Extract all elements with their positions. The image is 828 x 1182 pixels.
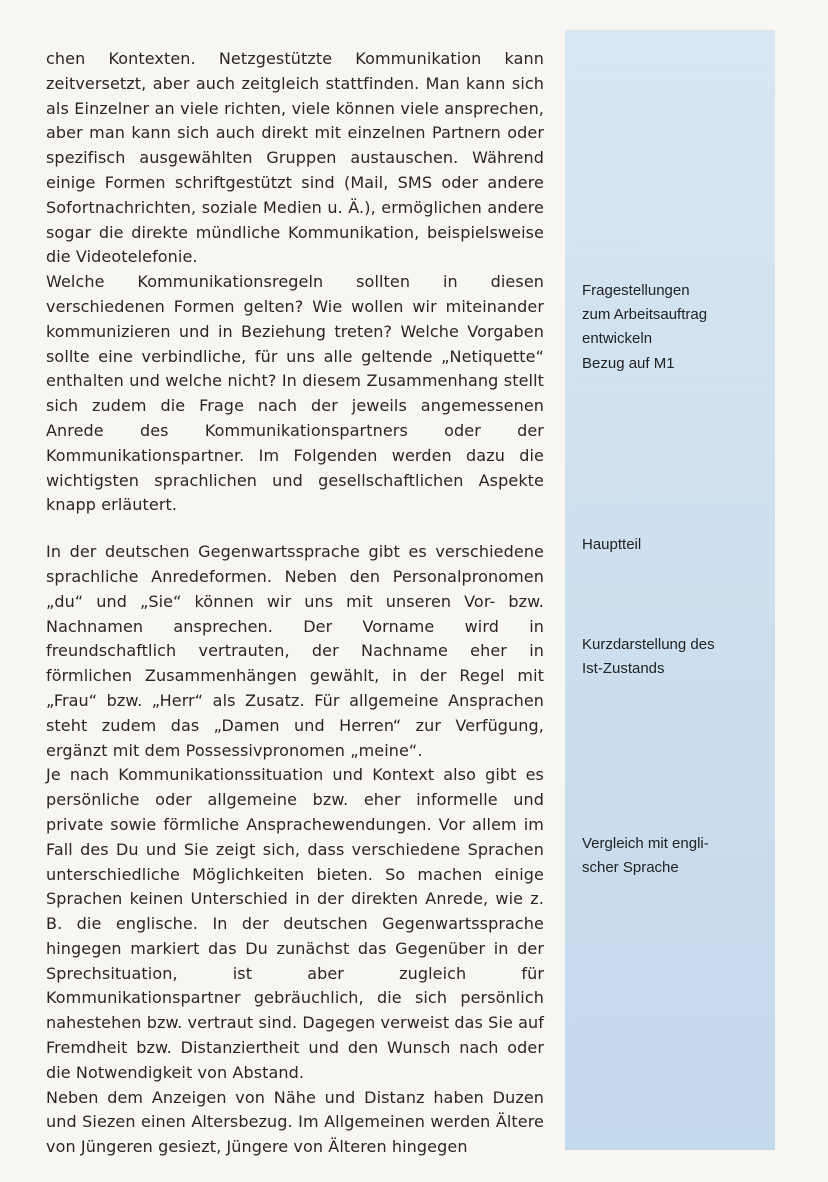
show-through-line bbox=[575, 68, 765, 94]
show-through-line bbox=[575, 248, 765, 274]
show-through-line bbox=[575, 223, 765, 249]
margin-note-line: Ist-Zustands bbox=[582, 660, 665, 678]
show-through-line bbox=[575, 893, 765, 919]
show-through-line bbox=[575, 481, 765, 507]
show-through-line bbox=[575, 790, 765, 816]
show-through-line bbox=[575, 687, 765, 713]
margin-note-line: entwickeln bbox=[582, 330, 653, 348]
margin-note-line: Fragestellungen bbox=[582, 282, 690, 299]
show-through-line bbox=[575, 739, 765, 765]
show-through-line bbox=[575, 919, 765, 945]
show-through-line bbox=[575, 1048, 765, 1074]
margin-note-line: Bezug auf M1 bbox=[582, 354, 675, 372]
paragraph-kommunikationssituation: Je nach Kommunikationssituation und Kontext also gibt es persönliche oder allgemeine bzw. eher informelle und private sowie förmliche Ansprachewendungen. Vor allem im Fall des Du und Sie zeigt sich, dass verschiedene Sprachen unterschiedliche Möglichkeiten bieten. So machen einige Sprachen keinen Unterschied in der direkten Anrede, wie z. B. die englische. In der deutschen Gegenwartssprache hingegen markiert das Du zunächst das Gegenüber in der Sprechsituation, ist aber zugleich für Kommunikationspartner gebräuchlich, die sich persönlich nahestehen bzw. vertraut sind. Dagegen verweist das Sie auf Fremdheit bzw. Distanziertheit und den Wunsch nach oder die Notwendigkeit von Abstand. bbox=[46, 765, 544, 1082]
show-through-line bbox=[575, 1074, 765, 1100]
paragraph-altersbezug: Neben dem Anzeigen von Nähe und Distanz haben Duzen und Siezen einen Altersbezug. Im Allgemeinen werden Ältere von Jüngeren gesiezt, Jüngere von Älteren hingegen bbox=[46, 1087, 544, 1157]
margin-note-line: Hauptteil bbox=[582, 536, 642, 553]
show-through-line bbox=[575, 429, 765, 455]
show-through-line bbox=[575, 558, 765, 584]
show-through-line bbox=[575, 506, 765, 532]
paragraph-kommunikationsregeln: Welche Kommunikationsregeln sollten in diesen verschiedenen Formen gelten? Wie wollen wir miteinander kommunizieren und in Beziehung treten? Welche Vorgaben sollte eine verbindliche, für uns alle geltende „Netiquette“ enthalten und welche nicht? In diesem Zusammenhang stellt sich zudem die Frage nach der jeweils angemessenen Anrede des Kommunikationspartners oder der Kommunikationspartner. Im Folgenden werden dazu die wichtigsten sprachlichen und gesellschaftlichen Aspekte knapp erläutert. bbox=[46, 272, 544, 515]
margin-note-vergleich bbox=[582, 832, 757, 880]
margin-note-line: scher Sprache bbox=[582, 859, 679, 877]
margin-note-line: Kurzdarstellung des bbox=[582, 636, 715, 653]
paragraph-anredeformen: In der deutschen Gegenwartssprache gibt es verschiedene sprachliche Anredeformen. Neben den Personalpronomen „du“ und „Sie“ können wir uns mit unseren Vor- bzw. Nachnamen ansprechen. Der Vorname wird in freundschaftlich vertrauten, der Nachname eher in förmlichen Zusammenhängen gewählt, in der Regel mit „Frau“ bzw. „Herr“ als Zusatz. Für allgemeine Ansprachen steht zudem das „Damen und Herren“ zur Verfügung, ergänzt mit dem Possessivpronomen „meine“. bbox=[46, 542, 544, 760]
show-through-line bbox=[575, 145, 765, 171]
show-through-line bbox=[575, 403, 765, 429]
show-through-line bbox=[575, 42, 765, 68]
show-through-texture bbox=[575, 42, 765, 1142]
show-through-line bbox=[575, 197, 765, 223]
show-through-line bbox=[575, 377, 765, 403]
margin-note-fragestellungen bbox=[582, 279, 757, 376]
show-through-line bbox=[575, 610, 765, 636]
margin-note-kurzdarstellung bbox=[582, 633, 757, 681]
show-through-line bbox=[575, 713, 765, 739]
main-text-column bbox=[46, 47, 544, 1160]
margin-note-hauptteil bbox=[582, 533, 757, 557]
show-through-line bbox=[575, 171, 765, 197]
show-through-line bbox=[575, 119, 765, 145]
show-through-line bbox=[575, 1100, 765, 1126]
show-through-line bbox=[575, 996, 765, 1022]
show-through-line bbox=[575, 1022, 765, 1048]
show-through-line bbox=[575, 94, 765, 120]
margin-note-line: Vergleich mit engli- bbox=[582, 835, 709, 852]
show-through-line bbox=[575, 945, 765, 971]
paragraph-netzkommunikation: chen Kontexten. Netzgestützte Kommunikation kann zeitversetzt, aber auch zeitgleich stattfinden. Man kann sich als Einzelner an viele richten, viele können viele ansprechen, aber man kann sich auch direkt mit einzelnen Partnern oder spezifisch ausgewählten Gruppen austauschen. Während einige Formen schriftgestützt sind (Mail, SMS oder andere Sofortnachrichten, soziale Medien u. Ä.), ermöglichen andere sogar die direkte mündliche Kommunikation, beispielsweise die Videotelefonie. bbox=[46, 49, 544, 267]
margin-note-line: zum Arbeitsauftrag bbox=[582, 306, 708, 324]
show-through-line bbox=[575, 1125, 765, 1142]
show-through-line bbox=[575, 455, 765, 481]
show-through-line bbox=[575, 971, 765, 997]
show-through-line bbox=[575, 764, 765, 790]
show-through-line bbox=[575, 584, 765, 610]
